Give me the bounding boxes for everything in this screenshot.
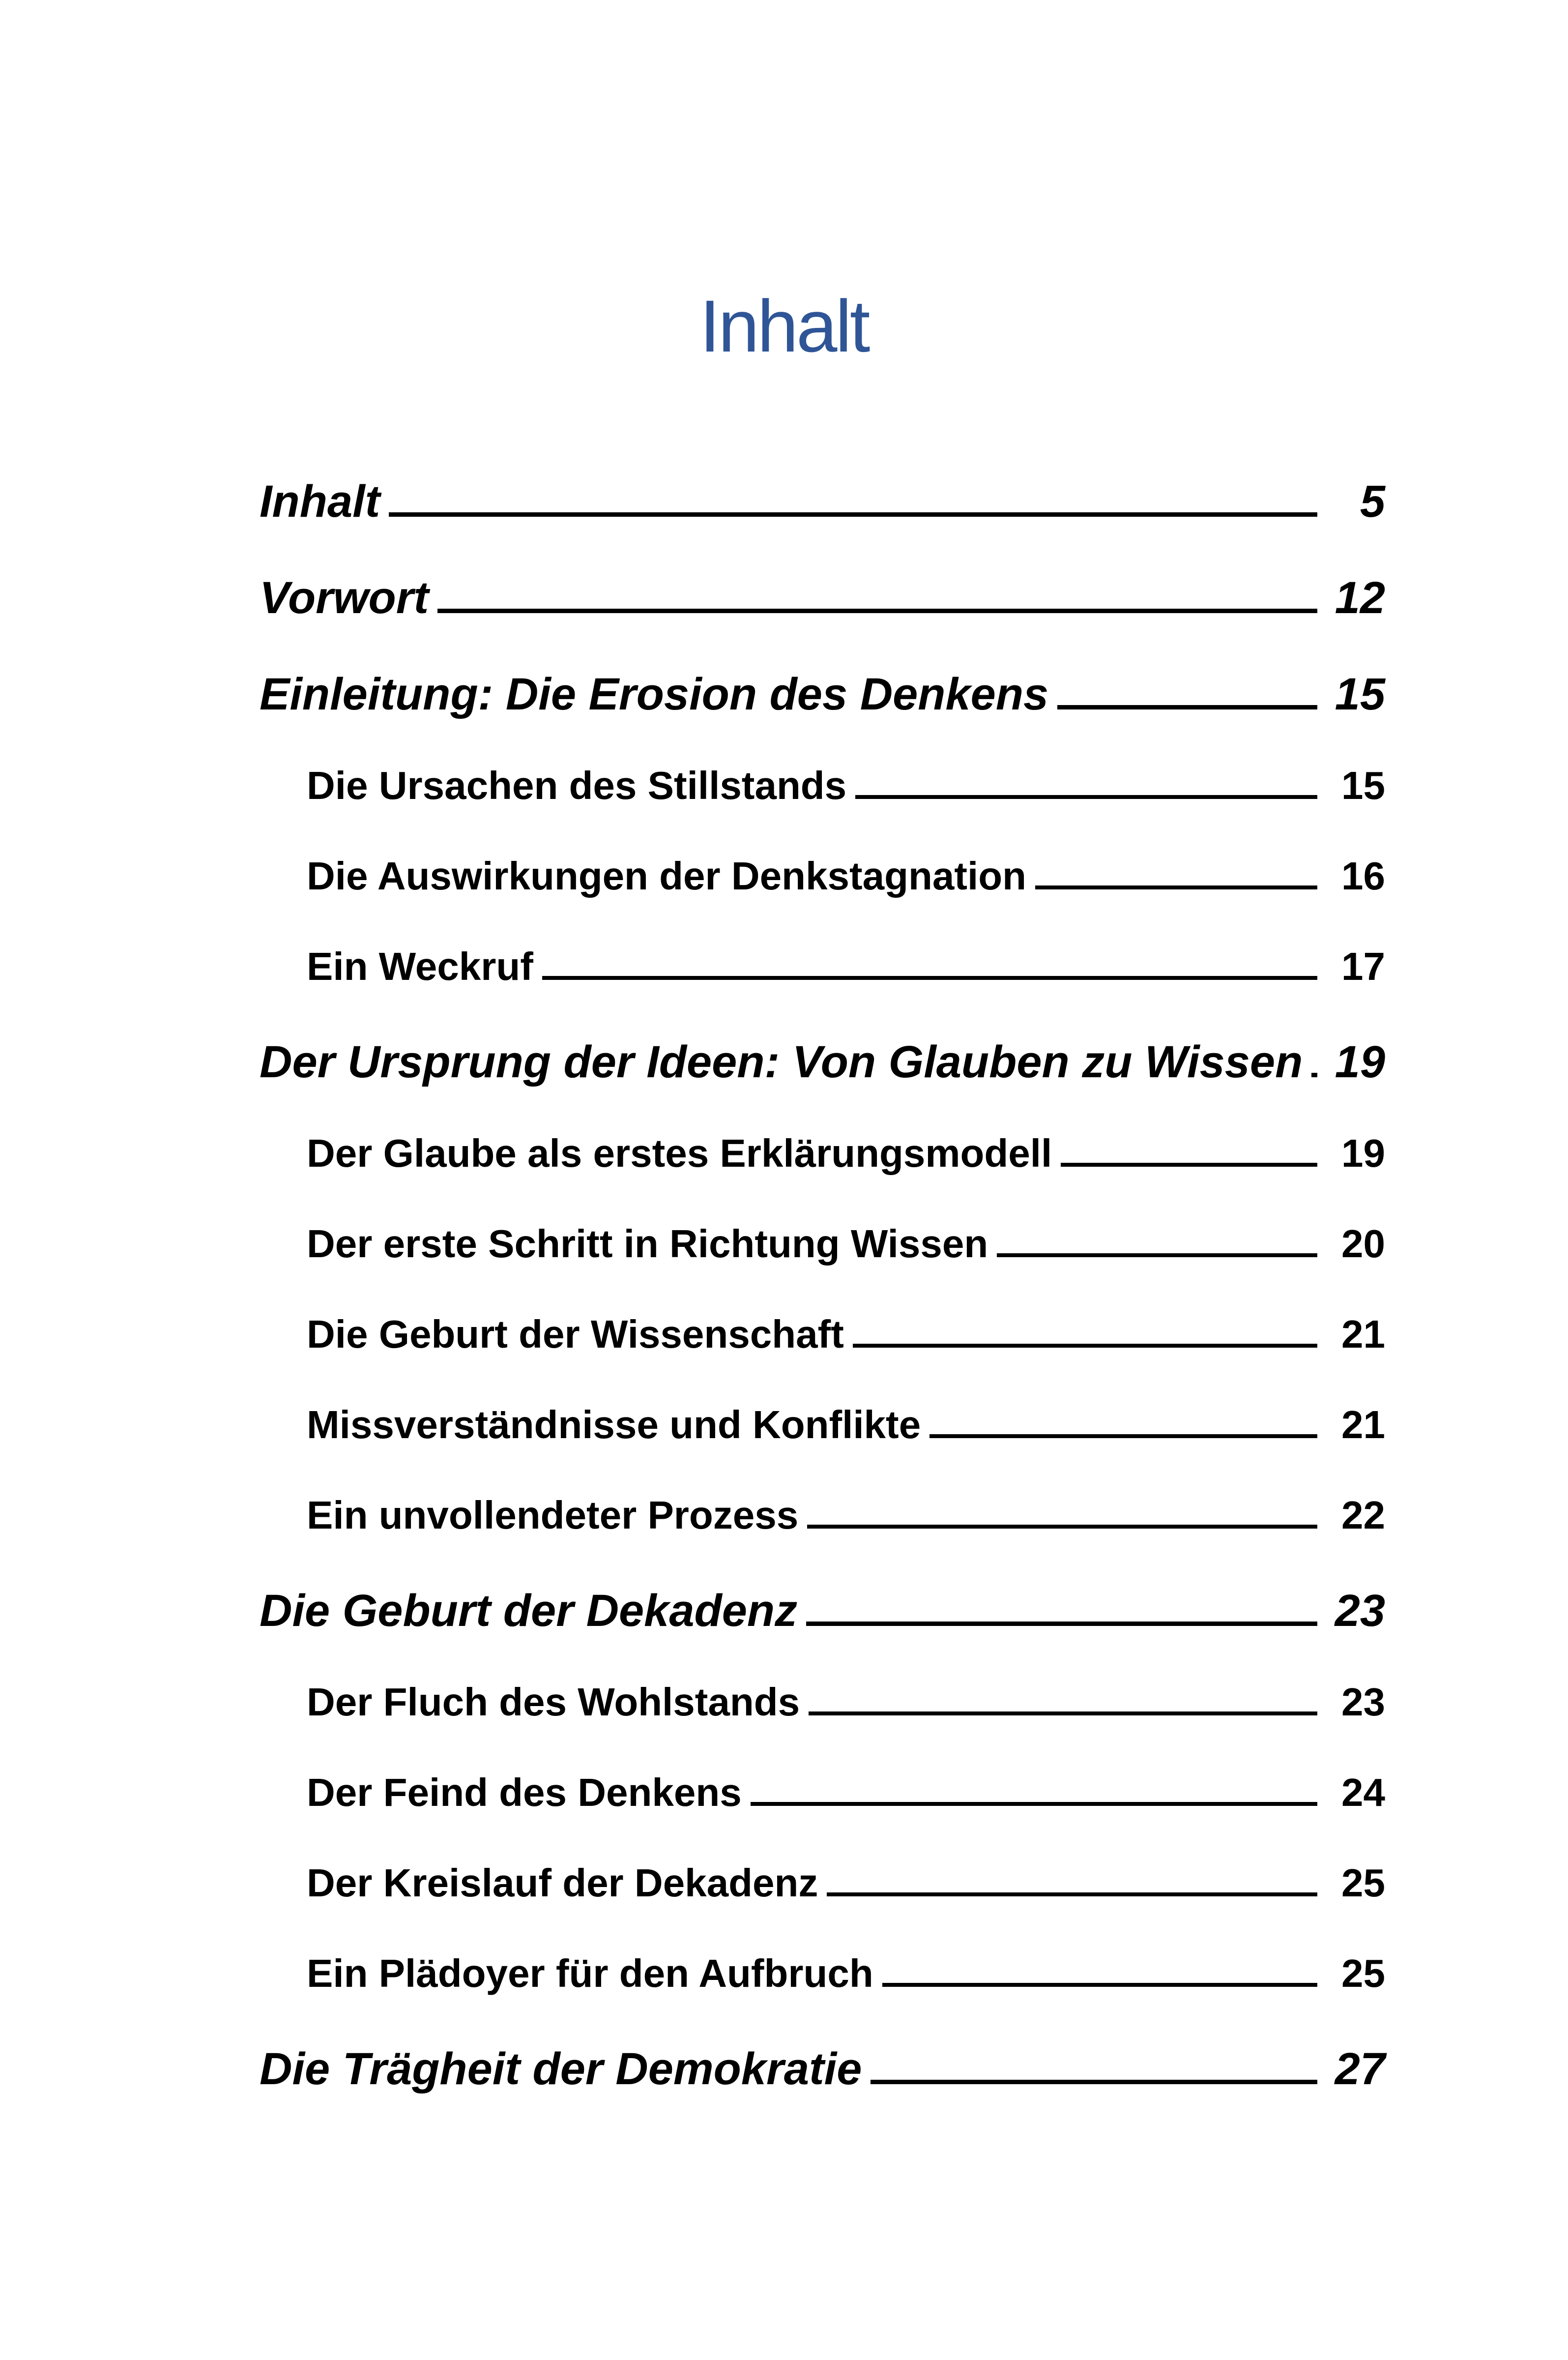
- toc-entry-label: Die Ursachen des Stillstands: [307, 764, 847, 807]
- toc-leader-line: [1035, 885, 1317, 889]
- toc-entry-traegheit-demokratie[interactable]: [260, 2035, 1385, 2131]
- toc-leader-line: [1311, 1073, 1317, 1077]
- toc-entry-label: Der Ursprung der Ideen: Von Glauben zu Wissen: [260, 1037, 1303, 1087]
- toc-leader-line: [1061, 1163, 1317, 1167]
- toc-subentry-missverstaendnisse[interactable]: [260, 1395, 1385, 1486]
- toc-page-number: 21: [1341, 1312, 1385, 1356]
- toc-leader-line: [807, 1525, 1317, 1529]
- toc-subentry-kreislauf-dekadenz[interactable]: [260, 1854, 1385, 1944]
- toc-entry-label: Missverständnisse und Konflikte: [307, 1403, 921, 1446]
- toc-subentry-geburt-wissenschaft[interactable]: [260, 1305, 1385, 1395]
- toc-entry-label: Die Geburt der Dekadenz: [260, 1586, 798, 1636]
- toc-leader-line: [809, 1711, 1317, 1715]
- toc-subentry-unvollendeter-prozess[interactable]: [260, 1486, 1385, 1576]
- toc-leader-line: [437, 609, 1317, 613]
- toc-entry-label: Ein unvollendeter Prozess: [307, 1493, 799, 1537]
- toc-page-number: 25: [1341, 1861, 1385, 1905]
- toc-entry-label: Der erste Schritt in Richtung Wissen: [307, 1222, 988, 1266]
- toc-page-number: 16: [1341, 854, 1385, 898]
- toc-entry-label: Ein Weckruf: [307, 944, 533, 988]
- toc-entry-geburt-dekadenz[interactable]: [260, 1576, 1385, 1673]
- table-of-contents: [260, 467, 1385, 2131]
- toc-leader-line: [929, 1434, 1317, 1438]
- toc-page-number: 25: [1341, 1951, 1385, 1995]
- toc-page-number: 23: [1335, 1586, 1385, 1636]
- toc-page-number: 19: [1341, 1131, 1385, 1175]
- toc-entry-vorwort[interactable]: [260, 563, 1385, 660]
- toc-page-number: 17: [1341, 944, 1385, 988]
- toc-leader-line: [855, 795, 1317, 799]
- toc-page-number: 15: [1335, 669, 1385, 719]
- toc-entry-label: Ein Plädoyer für den Aufbruch: [307, 1951, 873, 1995]
- toc-page-number: 12: [1335, 573, 1385, 623]
- toc-leader-line: [542, 976, 1317, 980]
- toc-entry-label: Der Kreislauf der Dekadenz: [307, 1861, 818, 1905]
- toc-leader-line: [827, 1892, 1317, 1896]
- toc-entry-label: Der Fluch des Wohlstands: [307, 1680, 800, 1724]
- toc-leader-line: [853, 1344, 1317, 1348]
- toc-entry-label: Die Trägheit der Demokratie: [260, 2044, 862, 2094]
- toc-page-number: 27: [1335, 2044, 1385, 2094]
- toc-entry-label: Die Geburt der Wissenschaft: [307, 1312, 844, 1356]
- toc-page-number: 24: [1341, 1770, 1385, 1814]
- toc-page-number: 23: [1341, 1680, 1385, 1724]
- toc-page-number: 15: [1341, 764, 1385, 807]
- toc-entry-einleitung[interactable]: [260, 660, 1385, 756]
- toc-entry-ursprung[interactable]: [260, 1028, 1385, 1124]
- toc-entry-label: Der Feind des Denkens: [307, 1770, 742, 1814]
- toc-entry-label: Vorwort: [260, 573, 429, 623]
- toc-page-number: 19: [1335, 1037, 1385, 1087]
- toc-subentry-feind-denkens[interactable]: [260, 1763, 1385, 1854]
- toc-subentry-auswirkungen[interactable]: [260, 847, 1385, 937]
- toc-subentry-glaube[interactable]: [260, 1124, 1385, 1214]
- toc-leader-line: [1057, 705, 1317, 709]
- toc-entry-label: Der Glaube als erstes Erklärungsmodell: [307, 1131, 1052, 1175]
- toc-leader-line: [871, 2080, 1317, 2084]
- toc-entry-label: Inhalt: [260, 476, 380, 527]
- toc-subentry-plaedoyer[interactable]: [260, 1944, 1385, 2035]
- toc-entry-label: Einleitung: Die Erosion des Denkens: [260, 669, 1049, 719]
- toc-page-number: 21: [1341, 1403, 1385, 1446]
- toc-subentry-fluch-wohlstand[interactable]: [260, 1673, 1385, 1763]
- toc-leader-line: [997, 1253, 1317, 1257]
- toc-subentry-ursachen[interactable]: [260, 756, 1385, 847]
- toc-subentry-erster-schritt[interactable]: [260, 1214, 1385, 1305]
- toc-entry-inhalt[interactable]: [260, 467, 1385, 563]
- toc-entry-label: Die Auswirkungen der Denkstagnation: [307, 854, 1026, 898]
- toc-subentry-weckruf[interactable]: [260, 937, 1385, 1028]
- toc-page-number: 22: [1341, 1493, 1385, 1537]
- page-title: Inhalt: [699, 284, 869, 367]
- toc-leader-line: [751, 1802, 1317, 1806]
- toc-leader-line: [882, 1983, 1317, 1987]
- toc-page-number: 20: [1341, 1222, 1385, 1266]
- toc-page-number: 5: [1360, 476, 1385, 527]
- toc-leader-line: [806, 1622, 1317, 1626]
- toc-leader-line: [389, 512, 1317, 517]
